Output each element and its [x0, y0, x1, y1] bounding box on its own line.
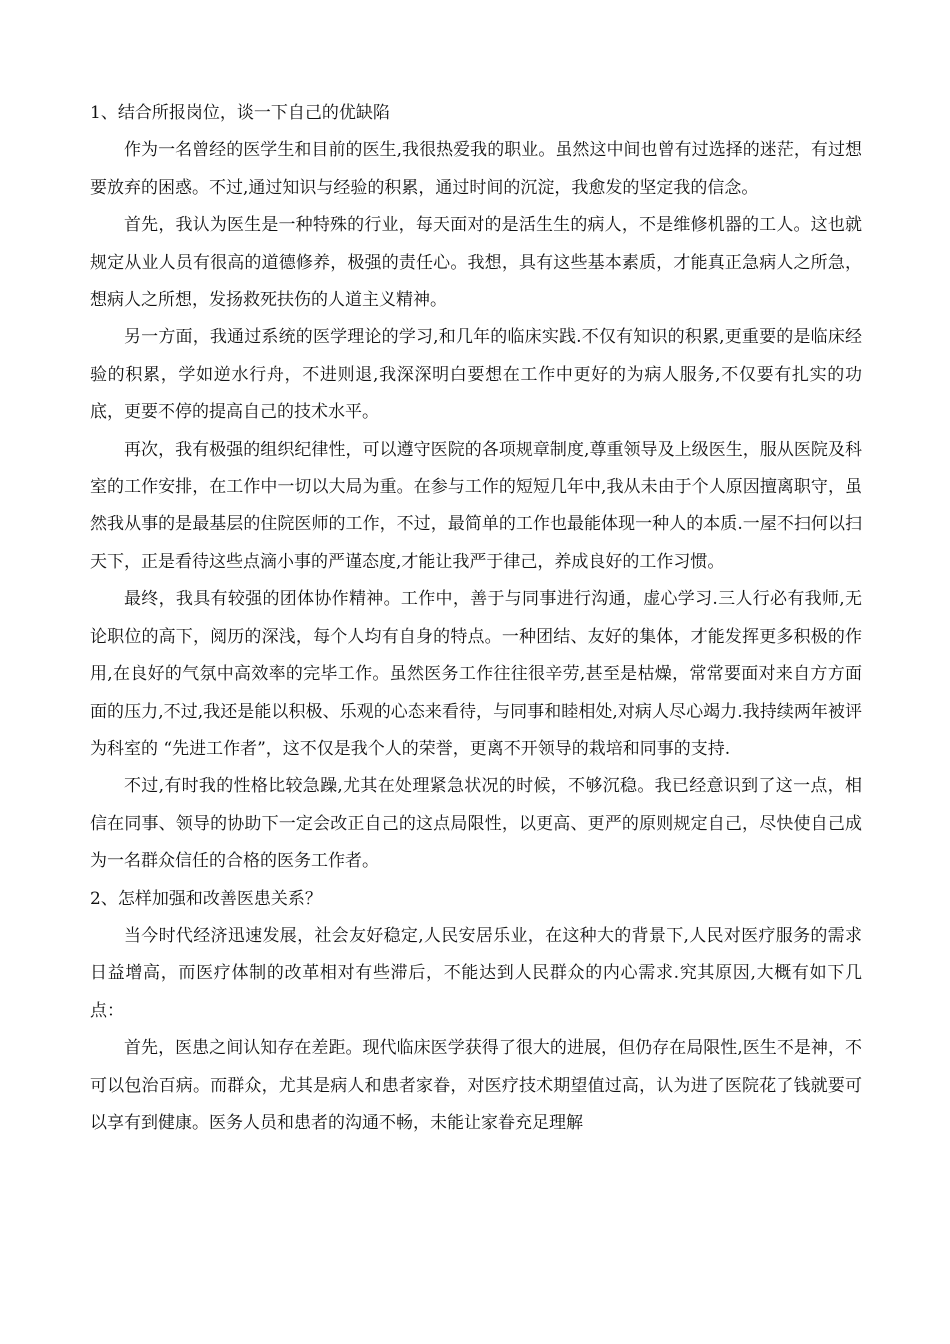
section-1-paragraph-5: 最终，我具有较强的团体协作精神。工作中，善于与同事进行沟通，虚心学习.三人行必有我师,无论职位的高下，阅历的深浅，每个人均有自身的特点。一种团结、友好的集体，才能发挥更多积极的作用,在良好的气氛中高效率的完毕工作。虽然医务工作往往很辛劳,甚至是枯燥，常常要面对来自方方面面的压力,不过,我还是能以积极、乐观的心态来看待，与同事和睦相处,对病人尽心竭力.我持续两年被评为科室的 “先进工作者”，这不仅是我个人的荣誉，更离不开领导的栽培和同事的支持.: [90, 589, 862, 759]
section-2-heading: 2、怎样加强和改善医患关系？: [90, 888, 322, 909]
document-page: [90, 95, 862, 1142]
section-1-heading: 1、结合所报岗位，谈一下自己的优缺陷: [90, 103, 390, 123]
section-1-paragraph-6: 不过,有时我的性格比较急躁,尤其在处理紧急状况的时候，不够沉稳。我已经意识到了这一点，相信在同事、领导的协助下一定会改正自己的这点局限性，以更高、更严的原则规定自己，尽快使自己成为一名群众信任的合格的医务工作者。: [90, 776, 862, 872]
section-1-paragraph-1: 作为一名曾经的医学生和目前的医生,我很热爱我的职业。虽然这中间也曾有过选择的迷茫，有过想要放弃的困惑。不过,通过知识与经验的积累，通过时间的沉淀，我愈发的坚定我的信念。: [90, 140, 862, 198]
section-2-paragraph-1: 当今时代经济迅速发展，社会友好稳定,人民安居乐业，在这种大的背景下,人民对医疗服务的需求日益增高，而医疗体制的改革相对有些滞后，不能达到人民群众的内心需求.究其原因,大概有如下几点：: [90, 925, 862, 1021]
section-1-paragraph-3: 另一方面，我通过系统的医学理论的学习,和几年的临床实践.不仅有知识的积累,更重要的是临床经验的积累，学如逆水行舟，不进则退,我深深明白要想在工作中更好的为病人服务,不仅要有扎实的功底，更要不停的提高自己的技术水平。: [90, 327, 862, 423]
section-2-paragraph-2: 首先，医患之间认知存在差距。现代临床医学获得了很大的进展，但仍存在局限性,医生不是神，不可以包治百病。而群众，尤其是病人和患者家眷，对医疗技术期望值过高，认为进了医院花了钱就要可以享有到健康。医务人员和患者的沟通不畅，未能让家眷充足理解: [90, 1038, 862, 1133]
section-1-paragraph-4: 再次，我有极强的组织纪律性，可以遵守医院的各项规章制度,尊重领导及上级医生，服从医院及科室的工作安排，在工作中一切以大局为重。在参与工作的短短几年中,我从未由于个人原因擅离职守，虽然我从事的是最基层的住院医师的工作，不过，最简单的工作也最能体现一种人的本质.一屋不扫何以扫天下，正是看待这些点滴小事的严谨态度,才能让我严于律己，养成良好的工作习惯。: [90, 439, 862, 572]
section-1-paragraph-2: 首先，我认为医生是一种特殊的行业，每天面对的是活生生的病人，不是维修机器的工人。这也就规定从业人员有很高的道德修养，极强的责任心。我想，具有这些基本素质，才能真正急病人之所急，想病人之所想，发扬救死扶伤的人道主义精神。: [90, 215, 862, 311]
